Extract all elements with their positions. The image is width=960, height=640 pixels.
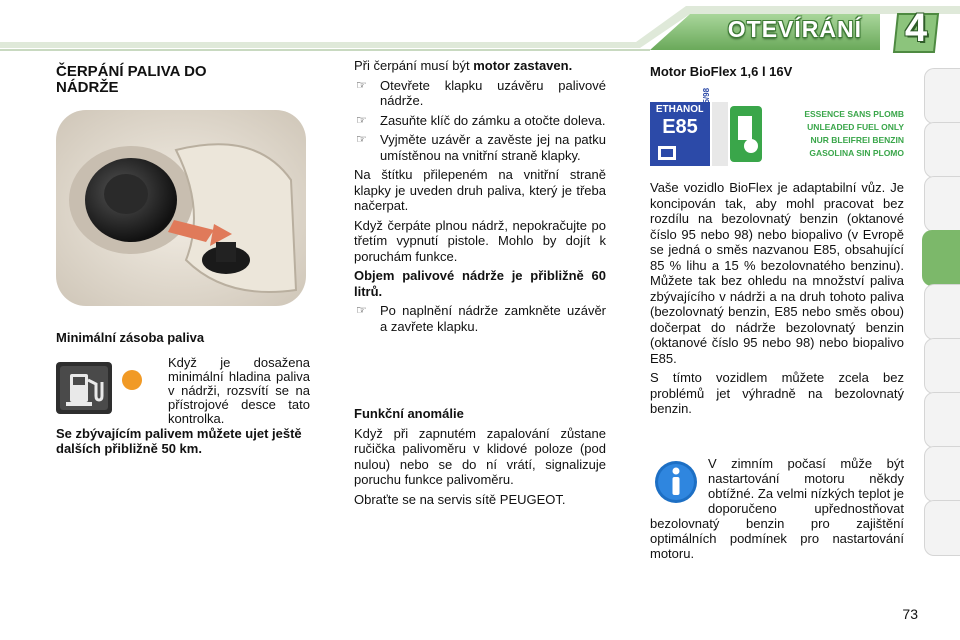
label-paragraph: Na štítku přilepeném na vnitřní straně klapky je uveden druh paliva, který je třeba načerpat. bbox=[354, 167, 606, 213]
malfunction-section bbox=[354, 406, 606, 511]
list-item bbox=[354, 132, 606, 163]
fuel-cap-photo bbox=[56, 110, 306, 306]
unleaded-lines bbox=[770, 108, 904, 160]
info-icon bbox=[654, 460, 698, 504]
min-reserve-note: Se zbývajícím palivem můžete ujet ještě dalších přibližně 50 km. bbox=[56, 426, 302, 456]
chapter-number: 4 bbox=[904, 6, 928, 50]
service-text: Obraťte se na servis sítě PEUGEOT. bbox=[354, 491, 566, 507]
pointing-hand-icon: ☞ bbox=[356, 112, 367, 127]
tab-chapter-8[interactable] bbox=[924, 446, 960, 502]
ron-text: RON 95/98 bbox=[702, 87, 711, 128]
label-line: GASOLINA SIN PLOMO bbox=[809, 148, 904, 158]
tab-chapter-2[interactable] bbox=[924, 122, 960, 178]
column-middle bbox=[354, 58, 606, 338]
bullet-text: Otevřete klapku uzávěru palivové nádrže. bbox=[380, 77, 606, 108]
label-line: ESSENCE SANS PLOMB bbox=[804, 109, 904, 119]
tab-chapter-3[interactable] bbox=[924, 176, 960, 232]
warning-light-icon bbox=[122, 370, 142, 390]
fuel-type-label bbox=[650, 87, 904, 166]
tab-chapter-5[interactable] bbox=[924, 284, 960, 340]
malfunction-title: Funkční anomálie bbox=[354, 406, 464, 421]
list-item bbox=[354, 303, 606, 334]
bullet-text: Po naplnění nádrže zamkněte uzávěr a zavřete klapku. bbox=[380, 303, 606, 334]
fuel-pump-icon bbox=[56, 362, 112, 414]
pointing-hand-icon: ☞ bbox=[356, 77, 367, 92]
column-right bbox=[650, 58, 904, 80]
list-item bbox=[354, 113, 606, 129]
ethanol-text: ETHANOL bbox=[655, 104, 705, 115]
tab-chapter-1[interactable] bbox=[924, 68, 960, 124]
page-number: 73 bbox=[902, 606, 918, 622]
e85-text: E85 bbox=[662, 116, 698, 138]
list-item bbox=[354, 78, 606, 109]
intro-bold-text: motor zastaven. bbox=[473, 58, 573, 73]
bioflex-paragraph-2: S tímto vozidlem můžete zcela bez problémů jet výhradně na bezolovnatý benzin. bbox=[650, 370, 904, 416]
bioflex-paragraph: Vaše vozidlo BioFlex je adaptabilní vůz. Je koncipován tak, aby mohl pracovat bez rozdílu na bezolovnatý benzin (oktanové číslo 95 nebo 98) nebo biopalivo (v Evropě se jedná o směs nazvanou E85, obsahující 85 % lihu a 15 % bezolovnatého benzinu). Můžete tak bez ohledu na množství paliva zbývajícího v nádrži a na druh tohoto paliva (bezolovnatý benzin, E85 nebo směs obou) dočerpat do nádrže bezolovnatý benzin (oktanové číslo 95 nebo 98) nebo biopalivo E85. bbox=[650, 180, 904, 366]
malfunction-text: Když při zapnutém zapalování zůstane ručička palivoměru v klidové poloze (pod nulou) nebo se do ní vrátí, signalizuje poruchu funkce palivoměru. bbox=[354, 425, 606, 487]
tank-capacity: Objem palivové nádrže je přibližně 60 litrů. bbox=[354, 268, 606, 299]
tab-chapter-4[interactable] bbox=[922, 230, 960, 286]
column-left bbox=[56, 58, 314, 96]
bioflex-text bbox=[650, 180, 904, 421]
min-reserve-text: Když je dosažena minimální hladina paliva v nádrži, rozsvítí se na přístrojové desce tato kontrolka. bbox=[168, 355, 310, 426]
filling-paragraph: Když čerpáte plnou nádrž, nepokračujte po třetím vypnutí pistole. Mohlo by dojít k poruchám funkce. bbox=[354, 217, 606, 264]
bullet-text: Zasuňte klíč do zámku a otočte doleva. bbox=[380, 112, 606, 128]
chapter-title: OTEVÍRÁNÍ bbox=[727, 16, 862, 42]
min-reserve-title: Minimální zásoba paliva bbox=[56, 330, 205, 345]
bullet-text: Vyjměte uzávěr a zavěste jej na patku umístěnou na vnitřní straně klapky. bbox=[380, 132, 606, 163]
label-line: NUR BLEIFREI BENZIN bbox=[810, 135, 904, 145]
min-reserve-heading-wrap bbox=[56, 330, 314, 345]
label-line: UNLEADED FUEL ONLY bbox=[807, 122, 904, 132]
intro-paragraph bbox=[354, 58, 606, 74]
info-box bbox=[650, 456, 904, 565]
pointing-hand-icon: ☞ bbox=[356, 132, 367, 146]
section-title: ČERPÁNÍ PALIVA DO NÁDRŽE bbox=[56, 63, 207, 96]
tab-chapter-6[interactable] bbox=[924, 338, 960, 394]
bioflex-title: Motor BioFlex 1,6 l 16V bbox=[650, 64, 793, 79]
intro-text: Při čerpání musí být bbox=[354, 58, 474, 73]
pointing-hand-icon: ☞ bbox=[356, 303, 367, 317]
page-header bbox=[0, 0, 960, 62]
info-text: V zimním počasí může být nastartování motoru někdy obtížné. Za velmi nízkých teplot je doporučeno upřednostňovat bezolovnatý benzin pro zajištění optimálních podmínek pro nastartování motoru. bbox=[650, 456, 904, 561]
tab-chapter-7[interactable] bbox=[924, 392, 960, 448]
tab-chapter-9[interactable] bbox=[924, 500, 960, 556]
chapter-tabs bbox=[920, 68, 960, 580]
